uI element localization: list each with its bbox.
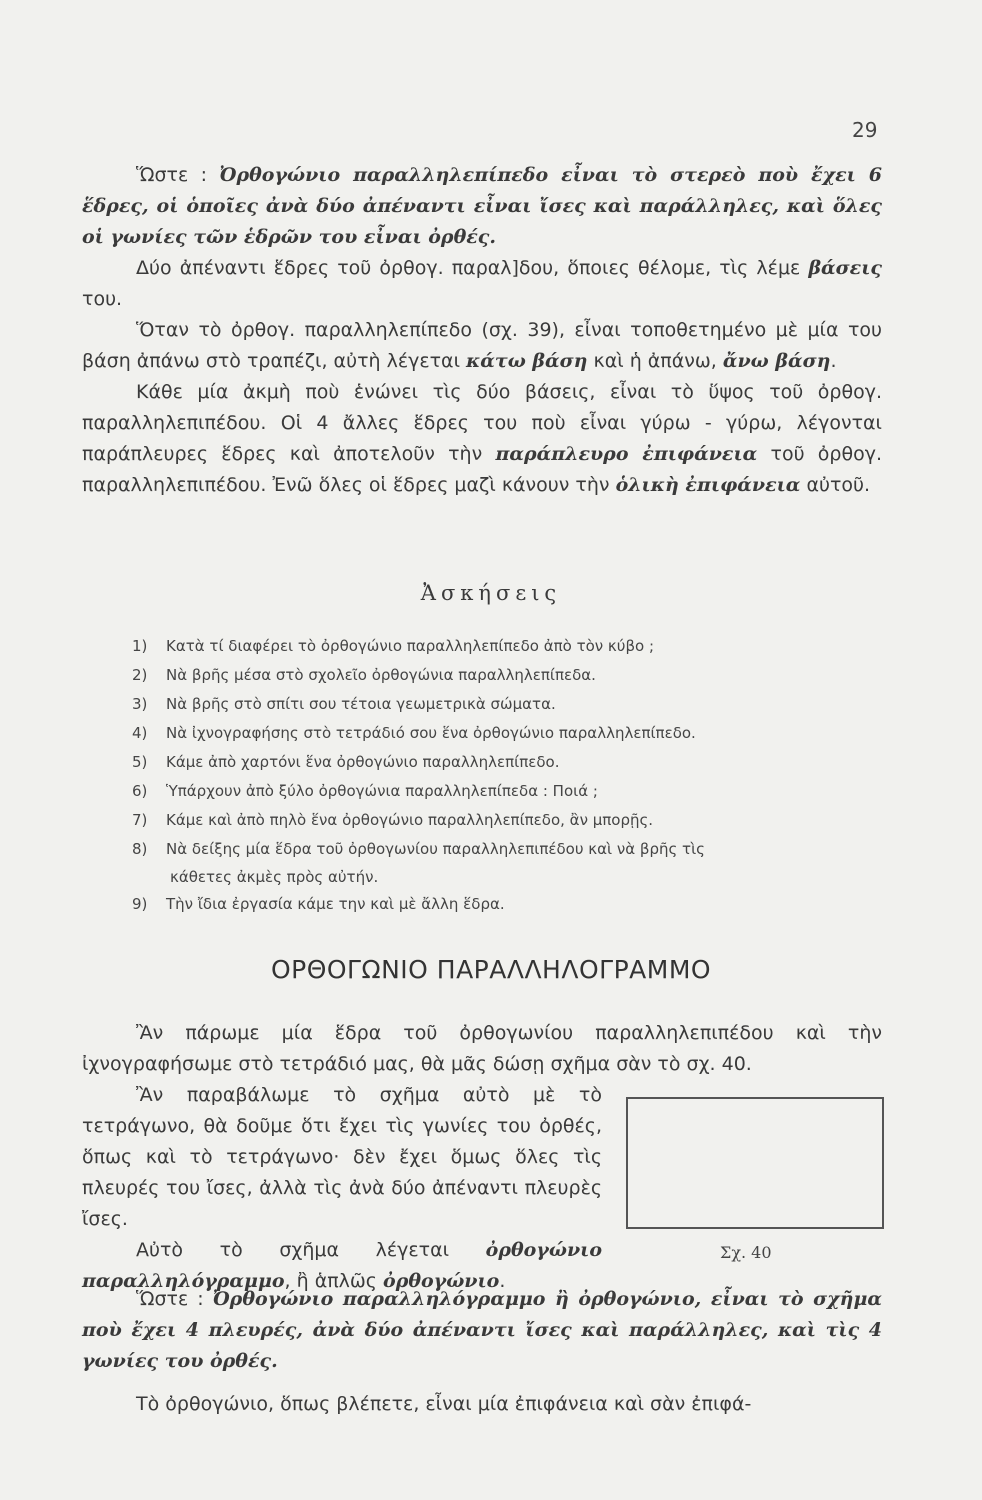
exercises-list <box>132 632 872 919</box>
list-item <box>132 661 872 690</box>
bases-paragraph <box>82 253 882 315</box>
surface-paragraph <box>82 377 882 501</box>
naming-text: Αὐτὸ τὸ σχῆμα λέγεται <box>136 1239 486 1261</box>
item-continuation: κάθετες ἀκμὲς πρὸς αὐτήν. <box>170 868 379 886</box>
item-number: 8) <box>132 840 148 858</box>
period: . <box>499 1270 506 1292</box>
definition-text: Ὀρθογώνιο παραλληλεπίπεδο εἶναι τὸ στερεὸ ποὺ ἔχει 6 ἕδρες, οἱ ὁποῖες ἀνὰ δύο ἀπέναντι εἶναι ἴσες καὶ παράλληλες, καὶ ὅλες οἱ γωνίες τῶν ἑδρῶν του εἶναι ὀρθές. <box>82 164 882 248</box>
surface-text: τοῦ ὀρθογ. παραλληλεπιπέδου. Ἐνῶ ὅλες οἱ ἕδρες μαζὶ κάνουν τὴν <box>82 443 882 496</box>
term-lower-base: κάτω βάση <box>466 350 588 372</box>
section-title: ΟΡΘΟΓΩΝΙΟ ΠΑΡΑΛΛΗΛΟΓΡΑΜΜΟ <box>270 955 712 984</box>
draw-face-paragraph: Ἂν πάρωμε μία ἕδρα τοῦ ὀρθογωνίου παραλληλεπιπέδου καὶ τὴν ἰχνογραφήσωμε στὸ τετράδιό μας, θὰ μᾶς δώσῃ σχῆμα σὰν τὸ σχ. 40. <box>82 1022 882 1075</box>
page-number: 29 <box>852 118 878 142</box>
lower-base-text: Ὅταν τὸ ὀρθογ. παραλληλεπίπεδο (σχ. 39), εἶναι τοποθετημένο μὲ μία του βάση ἀπάνω στὸ τραπέζι, αὐτὴ λέγεται <box>82 319 882 372</box>
item-text: Νὰ βρῆς στὸ σπίτι σου τέτοια γεωμετρικὰ σώματα. <box>166 695 556 713</box>
surface-end: αὐτοῦ. <box>800 474 871 496</box>
term-lateral-surface: παράπλευρο ἐπιφάνεια <box>495 443 758 465</box>
item-text: Τὴν ἴδια ἐργασία κάμε την καὶ μὲ ἄλλη ἕδρα. <box>166 895 505 913</box>
term-bases: βάσεις <box>808 257 882 279</box>
height-text: Κάθε μία ἀκμὴ ποὺ ἑνώνει τὶς δύο βάσεις, εἶναι τὸ ὕψος τοῦ ὀρθογ. παραλληλεπιπέδου. Οἱ 4 ἄλλες ἕδρες του ποὺ εἶναι γύρω - γύρω, λέγονται παράπλευρες ἕδρες καὶ ἀποτελοῦν τὴν <box>82 381 882 465</box>
item-text: Νὰ βρῆς μέσα στὸ σχολεῖο ὀρθογώνια παραλληλεπίπεδα. <box>166 666 596 684</box>
item-number: 4) <box>132 724 148 742</box>
list-item <box>132 748 872 777</box>
rectangle-definition <box>82 1284 882 1420</box>
figure-40-rectangle <box>626 1097 884 1229</box>
item-text: Νὰ ἰχνογραφήσης στὸ τετράδιό σου ἕνα ὀρθογώνιο παραλληλεπίπεδο. <box>166 724 696 742</box>
item-text: Κατὰ τί διαφέρει τὸ ὀρθογώνιο παραλληλεπίπεδο ἀπὸ τὸν κύβο ; <box>166 637 655 655</box>
term-rectangle-parallelogram: ὀρθογώνιο παραλληλόγραμμο <box>82 1239 602 1292</box>
list-item <box>132 777 872 806</box>
item-text: Νὰ δείξης μία ἕδρα τοῦ ὀρθογωνίου παραλληλεπιπέδου καὶ νὰ βρῆς τὶς <box>166 840 705 858</box>
list-item <box>132 690 872 719</box>
rectangle-definition-paragraph <box>82 1284 882 1377</box>
item-text: Ὑπάρχουν ἀπὸ ξύλο ὀρθογώνια παραλληλεπίπεδα : Ποιά ; <box>166 782 598 800</box>
upper-base-text: καὶ ἡ ἀπάνω, <box>587 350 723 372</box>
list-item <box>132 806 872 835</box>
compare-paragraph: Ἂν παραβάλωμε τὸ σχῆμα αὐτὸ μὲ τὸ τετράγωνο, θὰ δοῦμε ὅτι ἔχει τὶς γωνίες του ὀρθές, ὅπως καὶ τὸ τετράγωνο· δὲν ἔχει ὅμως ὅλες τὶς πλευρές του ἴσες, ἀλλὰ τὶς ἀνὰ δύο ἀπέναντι πλευρὲς ἴσες. <box>82 1084 602 1230</box>
bases-end: του. <box>82 288 123 310</box>
definition-lead: Ὥστε : <box>136 164 220 186</box>
definition-text: Ὀρθογώνιο παραλληλόγραμμο ἢ ὀρθογώνιο, εἶναι τὸ σχῆμα ποὺ ἔχει 4 πλευρές, ἀνὰ δύο ἀπέναντι ἴσες καὶ παράλληλες, καὶ τὶς 4 γωνίες του ὀρθές. <box>82 1288 882 1372</box>
definition-paragraph <box>82 160 882 253</box>
figure-caption: Σχ. 40 <box>720 1243 772 1262</box>
surface-continuation-paragraph: Τὸ ὀρθογώνιο, ὅπως βλέπετε, εἶναι μία ἐπιφάνεια καὶ σὰν ἐπιφά- <box>136 1393 752 1415</box>
item-number: 7) <box>132 811 148 829</box>
term-upper-base: ἄνω βάση <box>722 350 831 372</box>
exercises-heading: Ἀσκήσεις <box>420 581 562 605</box>
list-item <box>132 835 872 864</box>
compare-section <box>82 1080 602 1297</box>
list-item <box>132 719 872 748</box>
term-total-surface: ὁλικὴ ἐπιφάνεια <box>615 474 801 496</box>
item-text: Κάμε καὶ ἀπὸ πηλὸ ἕνα ὀρθογώνιο παραλληλεπίπεδο, ἂν μπορῇς. <box>166 811 654 829</box>
item-text: Κάμε ἀπὸ χαρτόνι ἕνα ὀρθογώνιο παραλληλεπίπεδο. <box>166 753 560 771</box>
list-item <box>132 890 872 919</box>
term-rectangle: ὀρθογώνιο <box>383 1270 500 1292</box>
item-number: 3) <box>132 695 148 713</box>
item-number: 2) <box>132 666 148 684</box>
item-number: 5) <box>132 753 148 771</box>
definition-lead: Ὥστε : <box>136 1288 213 1310</box>
bases-text: Δύο ἀπέναντι ἕδρες τοῦ ὀρθογ. παραλ]δου, ὅποιες θέλομε, τὶς λέμε <box>136 257 809 279</box>
intro-section <box>82 160 882 501</box>
rectangle-intro <box>82 1018 882 1080</box>
lower-upper-base-paragraph <box>82 315 882 377</box>
item-number: 1) <box>132 637 148 655</box>
item-number: 6) <box>132 782 148 800</box>
period: . <box>830 350 837 372</box>
list-item <box>132 632 872 661</box>
item-number: 9) <box>132 895 148 913</box>
naming-mid: , ἢ ἁπλῶς <box>284 1270 384 1292</box>
